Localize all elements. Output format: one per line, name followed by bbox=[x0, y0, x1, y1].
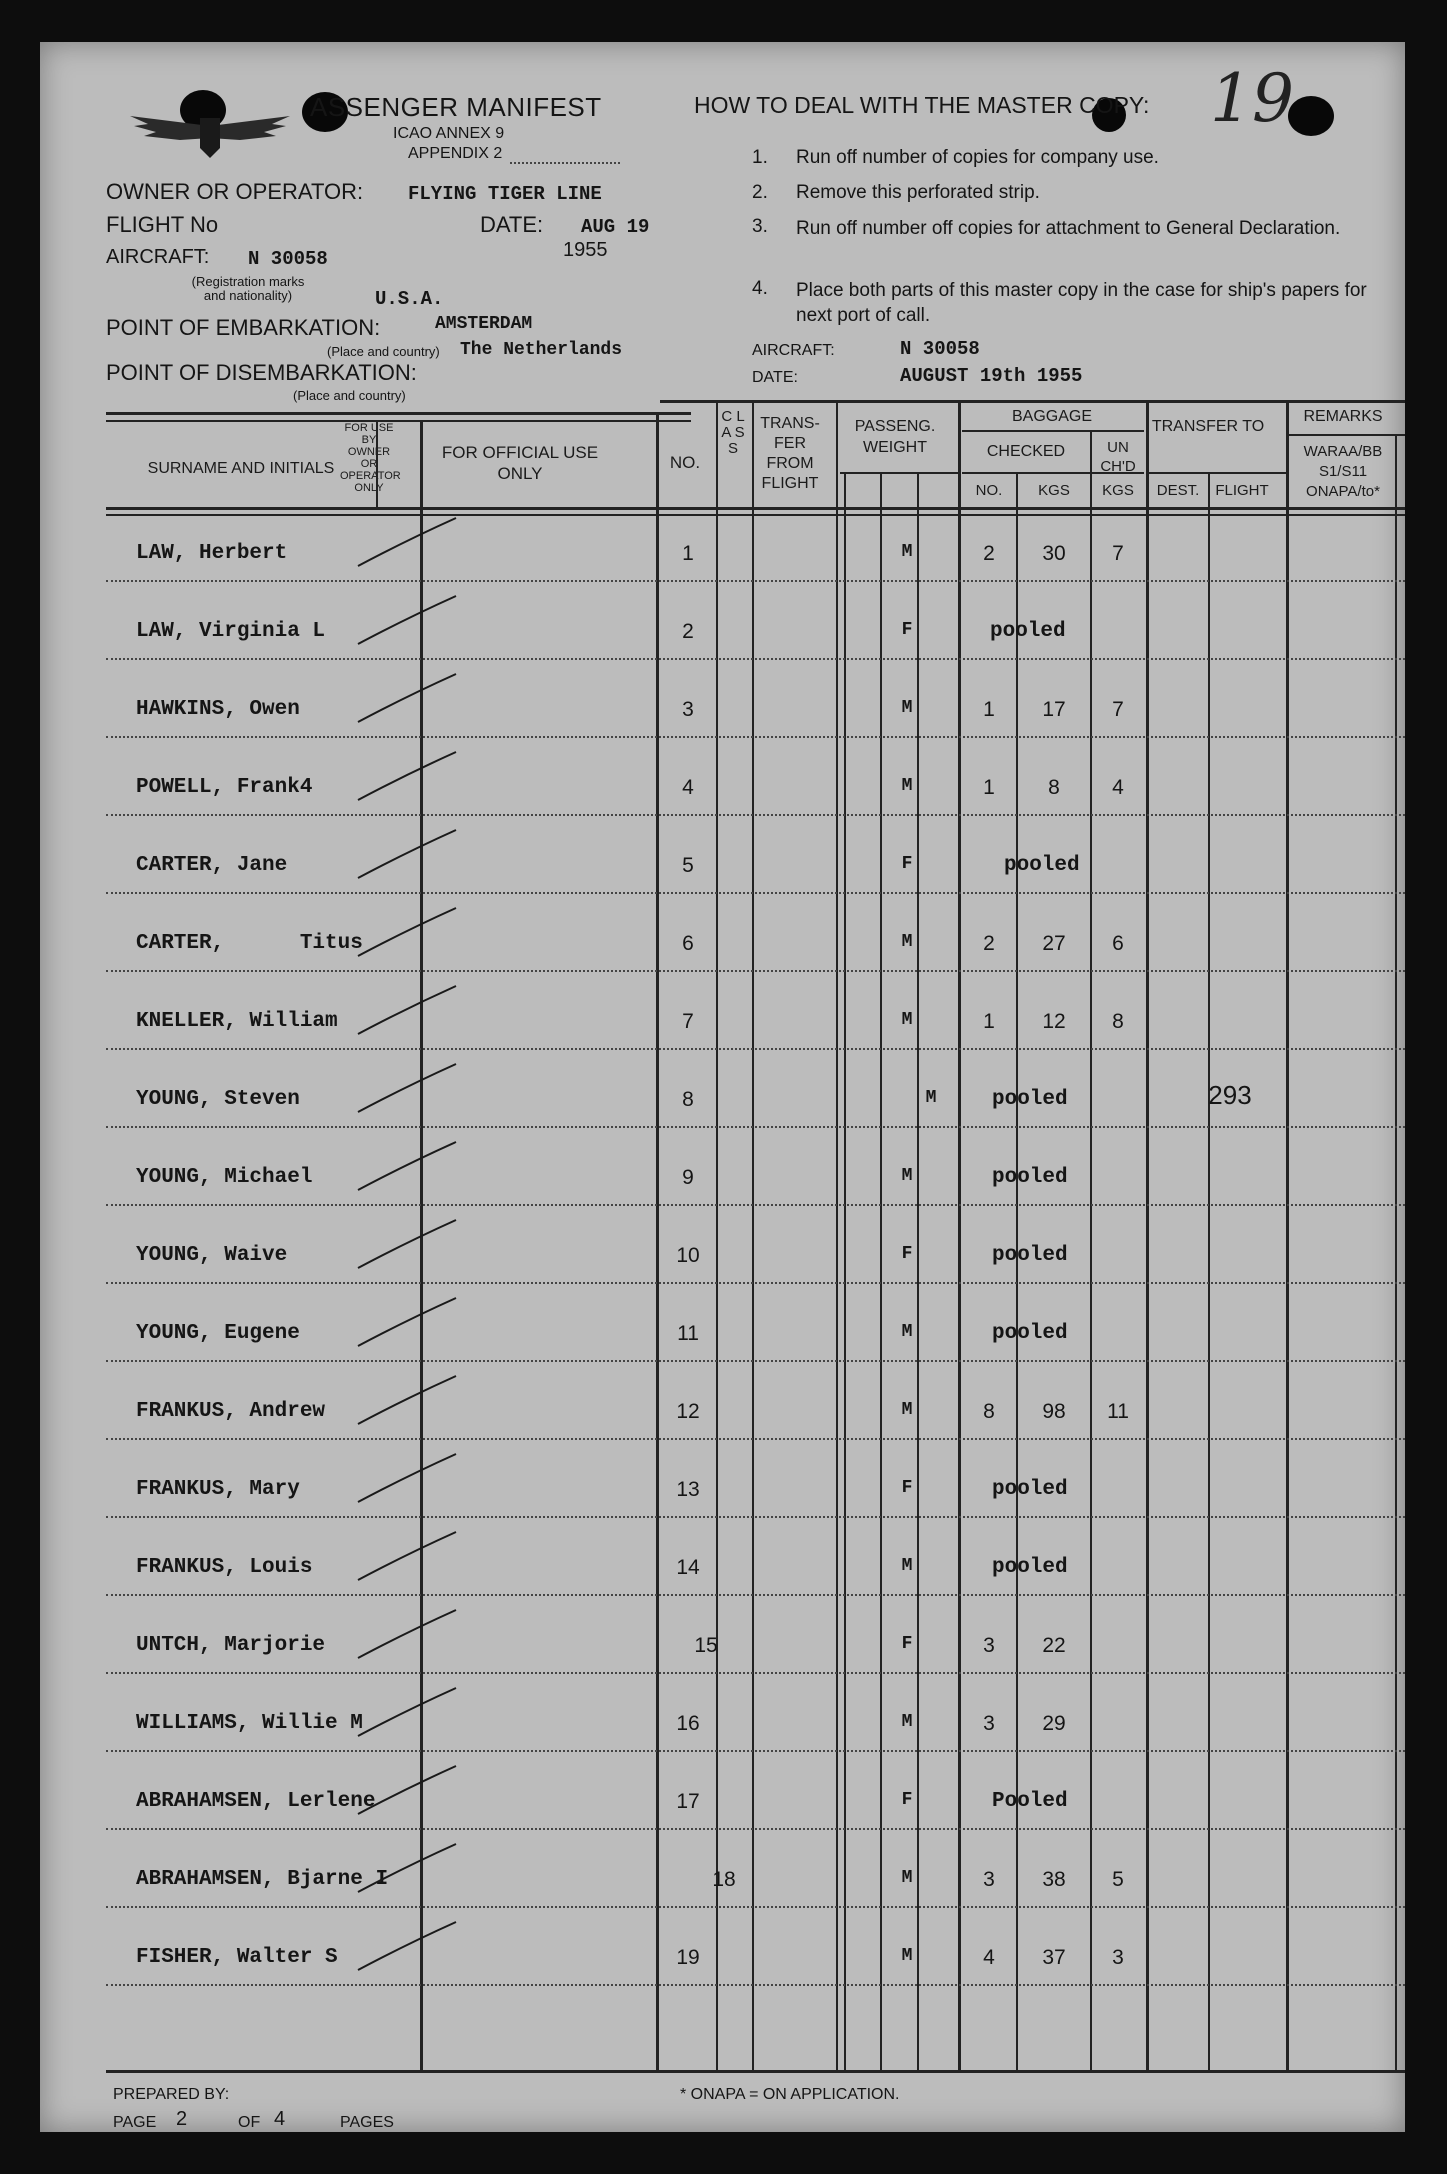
date-value: AUG 19 bbox=[581, 216, 650, 238]
checked-bags: 8 bbox=[983, 1400, 995, 1423]
col-owner-use: FOR USE BY OWNER OR OPERATOR ONLY bbox=[340, 422, 401, 494]
col-remarks: REMARKS bbox=[1303, 408, 1383, 425]
passenger-sex: M bbox=[901, 542, 913, 562]
pen-stroke bbox=[358, 1376, 456, 1424]
instruction-2: Remove this perforated strip. bbox=[796, 182, 1040, 203]
passenger-number: 3 bbox=[682, 698, 694, 721]
embarkation-note: (Place and country) bbox=[327, 344, 440, 359]
unchecked-kgs: 5 bbox=[1112, 1868, 1124, 1891]
pen-stroke bbox=[358, 1844, 456, 1892]
pen-stroke bbox=[358, 752, 456, 800]
checked-kgs: 29 bbox=[1042, 1712, 1066, 1735]
col-surname: SURNAME AND INITIALS bbox=[147, 460, 335, 477]
onapa-note: * ONAPA = ON APPLICATION. bbox=[680, 2086, 900, 2103]
passenger-name: KNELLER, William bbox=[136, 1010, 338, 1033]
passenger-number: 2 bbox=[682, 620, 694, 643]
passenger-sex: F bbox=[901, 620, 913, 640]
instruction-2-num: 2. bbox=[752, 182, 768, 203]
passenger-name: YOUNG, Waive bbox=[136, 1244, 288, 1267]
right-aircraft-value: N 30058 bbox=[900, 338, 980, 360]
aircraft-value: N 30058 bbox=[248, 248, 328, 270]
aircraft-label: AIRCRAFT: bbox=[106, 246, 210, 268]
checked-kgs: 38 bbox=[1042, 1868, 1066, 1891]
passenger-sex: M bbox=[901, 698, 913, 718]
checked-kgs: 30 bbox=[1042, 542, 1066, 565]
col-unchd-kgs: KGS bbox=[1102, 482, 1134, 499]
passenger-number: 18 bbox=[712, 1868, 736, 1891]
pen-stroke bbox=[358, 1142, 456, 1190]
passenger-name: YOUNG, Steven bbox=[136, 1088, 300, 1111]
passenger-number: 17 bbox=[676, 1790, 700, 1813]
passenger-number: 10 bbox=[676, 1244, 700, 1267]
passenger-sex: M bbox=[901, 1010, 913, 1030]
passenger-number: 14 bbox=[676, 1556, 700, 1579]
passenger-number: 7 bbox=[682, 1010, 694, 1033]
pooled-note: pooled bbox=[1004, 854, 1080, 877]
passenger-name: UNTCH, Marjorie bbox=[136, 1634, 326, 1657]
passenger-sex: M bbox=[925, 1088, 937, 1108]
passenger-name: POWELL, Frank4 bbox=[136, 776, 313, 799]
pooled-note: pooled bbox=[992, 1244, 1068, 1267]
passenger-sex: M bbox=[901, 1868, 913, 1888]
unchecked-kgs: 3 bbox=[1112, 1946, 1124, 1969]
checked-bags: 2 bbox=[983, 542, 995, 565]
col-flight: FLIGHT bbox=[1215, 482, 1269, 499]
col-remarks-codes: WARAA/BB S1/S11 ONAPA/to* bbox=[1303, 443, 1383, 500]
pen-stroke bbox=[358, 1454, 456, 1502]
pooled-note: pooled bbox=[992, 1478, 1068, 1501]
checked-bags: 1 bbox=[983, 776, 995, 799]
passenger-name: YOUNG, Michael bbox=[136, 1166, 313, 1189]
col-transfer-to: TRANSFER TO bbox=[1151, 418, 1265, 435]
checked-kgs: 12 bbox=[1042, 1010, 1066, 1033]
pen-stroke bbox=[358, 1766, 456, 1814]
page-value: 2 bbox=[176, 2108, 188, 2130]
instructions-title: HOW TO DEAL WITH THE MASTER COPY: bbox=[694, 92, 1150, 118]
checked-kgs: 27 bbox=[1042, 932, 1066, 955]
manifest-title: ASSENGER MANIFEST bbox=[310, 92, 602, 122]
checked-kgs: 17 bbox=[1042, 698, 1066, 721]
col-checked-no: NO. bbox=[975, 482, 1003, 499]
transfer-dest: 293 bbox=[1208, 1080, 1252, 1110]
instruction-3-num: 3. bbox=[752, 216, 768, 237]
pen-stroke bbox=[358, 1922, 456, 1970]
unchecked-kgs: 7 bbox=[1112, 542, 1124, 565]
checked-bags: 3 bbox=[983, 1634, 995, 1657]
right-aircraft-label: AIRCRAFT: bbox=[752, 342, 835, 359]
passenger-sex: M bbox=[901, 1400, 913, 1420]
passenger-name: YOUNG, Eugene bbox=[136, 1322, 300, 1345]
prepared-by-label: PREPARED BY: bbox=[113, 2086, 230, 2103]
col-transfer-from: TRANS- FER FROM FLIGHT bbox=[760, 415, 820, 492]
passenger-number: 1 bbox=[682, 542, 694, 565]
date-label: DATE: bbox=[480, 212, 544, 237]
passenger-name: LAW, Herbert bbox=[136, 542, 288, 565]
pen-stroke bbox=[358, 596, 456, 644]
pen-stroke bbox=[358, 908, 456, 956]
passenger-number: 9 bbox=[682, 1166, 694, 1189]
passenger-sex: F bbox=[901, 1244, 913, 1264]
passenger-number: 12 bbox=[676, 1400, 700, 1423]
pooled-note: Pooled bbox=[992, 1790, 1068, 1813]
passenger-sex: F bbox=[901, 854, 913, 874]
passenger-sex: M bbox=[901, 1712, 913, 1732]
passenger-number: 8 bbox=[682, 1088, 694, 1111]
manifest-page bbox=[40, 42, 1405, 2132]
unchecked-kgs: 6 bbox=[1112, 932, 1124, 955]
checked-bags: 2 bbox=[983, 932, 995, 955]
pooled-note: pooled bbox=[990, 620, 1066, 643]
registration-note: (Registration marks and nationality) bbox=[191, 274, 305, 303]
pen-stroke bbox=[358, 518, 456, 566]
col-baggage: BAGGAGE bbox=[1011, 408, 1093, 425]
checked-kgs: 98 bbox=[1042, 1400, 1066, 1423]
checked-bags: 3 bbox=[983, 1868, 995, 1891]
pooled-note: pooled bbox=[992, 1088, 1068, 1111]
owner-label: OWNER OR OPERATOR: bbox=[106, 179, 364, 204]
passenger-name: HAWKINS, Owen bbox=[136, 698, 300, 721]
passenger-number: 19 bbox=[676, 1946, 700, 1969]
pooled-note: pooled bbox=[992, 1556, 1068, 1579]
passenger-number: 4 bbox=[682, 776, 694, 799]
col-no: NO. bbox=[669, 453, 701, 472]
checked-kgs: 22 bbox=[1042, 1634, 1066, 1657]
unchecked-kgs: 8 bbox=[1112, 1010, 1124, 1033]
passenger-name: ABRAHAMSEN, Lerlene bbox=[136, 1790, 376, 1813]
of-value: 4 bbox=[274, 2108, 286, 2130]
passenger-sex: M bbox=[901, 932, 913, 952]
col-official: FOR OFFICIAL USE ONLY bbox=[441, 443, 599, 483]
unchecked-kgs: 11 bbox=[1107, 1400, 1129, 1423]
passenger-sex: M bbox=[901, 1166, 913, 1186]
unchecked-kgs: 7 bbox=[1112, 698, 1124, 721]
checked-kgs: 8 bbox=[1048, 776, 1060, 799]
unchecked-kgs: 4 bbox=[1112, 776, 1124, 799]
col-class: C L A S S bbox=[721, 408, 745, 457]
col-unchd: UN CH'D bbox=[1100, 439, 1136, 475]
passenger-sex: F bbox=[901, 1790, 913, 1810]
annex-label: ICAO ANNEX 9 bbox=[393, 125, 505, 142]
instruction-4: Place both parts of this master copy in the case for ship's papers for next port of call. bbox=[796, 280, 1367, 326]
passenger-name: LAW, Virginia L bbox=[136, 620, 326, 643]
pen-stroke bbox=[358, 1610, 456, 1658]
pen-stroke bbox=[358, 1064, 456, 1112]
col-weight: PASSENG. WEIGHT bbox=[854, 418, 936, 456]
passenger-name: FRANKUS, Mary bbox=[136, 1478, 300, 1501]
pen-stroke bbox=[358, 674, 456, 722]
passenger-sex: M bbox=[901, 1556, 913, 1576]
passenger-number: 16 bbox=[676, 1712, 700, 1735]
passenger-sex: M bbox=[901, 776, 913, 796]
pooled-note: pooled bbox=[992, 1322, 1068, 1345]
checked-bags: 3 bbox=[983, 1712, 995, 1735]
passenger-name: FISHER, Walter S bbox=[136, 1946, 338, 1969]
checked-bags: 1 bbox=[983, 698, 995, 721]
handwritten-page-number: 19 bbox=[1210, 60, 1294, 137]
instruction-1-num: 1. bbox=[752, 147, 768, 168]
passenger-sex: M bbox=[901, 1322, 913, 1342]
pages-label: PAGES bbox=[340, 2114, 394, 2131]
flight-label: FLIGHT No bbox=[106, 212, 219, 237]
pen-stroke bbox=[358, 1220, 456, 1268]
passenger-number: 6 bbox=[682, 932, 694, 955]
owner-value: FLYING TIGER LINE bbox=[408, 183, 602, 205]
right-date-value: AUGUST 19th 1955 bbox=[900, 365, 1083, 387]
embarkation-label: POINT OF EMBARKATION: bbox=[106, 315, 381, 340]
checked-kgs: 37 bbox=[1042, 1946, 1066, 1969]
passenger-name: FRANKUS, Andrew bbox=[136, 1400, 326, 1423]
pen-stroke bbox=[358, 1688, 456, 1736]
passenger-number: 15 bbox=[694, 1634, 718, 1657]
embarkation-value: AMSTERDAM bbox=[435, 314, 533, 334]
date-year: 1955 bbox=[563, 239, 608, 261]
pooled-note: pooled bbox=[992, 1166, 1068, 1189]
passenger-name: CARTER, Titus bbox=[136, 932, 363, 955]
disembarkation-label: POINT OF DISEMBARKATION: bbox=[106, 360, 417, 385]
instruction-1: Run off number of copies for company use. bbox=[796, 147, 1159, 168]
passenger-name: CARTER, Jane bbox=[136, 854, 288, 877]
passenger-number: 13 bbox=[676, 1478, 700, 1501]
passenger-sex: F bbox=[901, 1634, 913, 1654]
instruction-4-num: 4. bbox=[752, 278, 768, 299]
of-label: OF bbox=[238, 2114, 261, 2131]
pen-stroke bbox=[358, 986, 456, 1034]
checked-bags: 4 bbox=[983, 1946, 995, 1969]
right-date-label: DATE: bbox=[752, 369, 798, 386]
owner-use-check-strokes bbox=[40, 42, 1405, 2132]
passenger-name: FRANKUS, Louis bbox=[136, 1556, 313, 1579]
passenger-sex: M bbox=[901, 1946, 913, 1966]
passenger-name: WILLIAMS, Willie M bbox=[136, 1712, 363, 1735]
col-checked: CHECKED bbox=[986, 443, 1066, 460]
passenger-name: ABRAHAMSEN, Bjarne I bbox=[136, 1868, 389, 1891]
page-label: PAGE bbox=[113, 2114, 157, 2131]
pen-stroke bbox=[358, 1532, 456, 1580]
instruction-3: Run off number off copies for attachment to General Declaration. bbox=[796, 218, 1341, 239]
col-checked-kgs: KGS bbox=[1038, 482, 1070, 499]
disembarkation-note: (Place and country) bbox=[293, 388, 406, 403]
checked-bags: 1 bbox=[983, 1010, 995, 1033]
passenger-sex: F bbox=[901, 1478, 913, 1498]
appendix-label: APPENDIX 2 bbox=[408, 145, 503, 162]
nationality-value: U.S.A. bbox=[375, 288, 444, 310]
passenger-number: 11 bbox=[677, 1322, 699, 1345]
embarkation-country: The Netherlands bbox=[460, 340, 623, 360]
passenger-number: 5 bbox=[682, 854, 694, 877]
pen-stroke bbox=[358, 830, 456, 878]
pen-stroke bbox=[358, 1298, 456, 1346]
col-dest: DEST. bbox=[1156, 482, 1200, 499]
